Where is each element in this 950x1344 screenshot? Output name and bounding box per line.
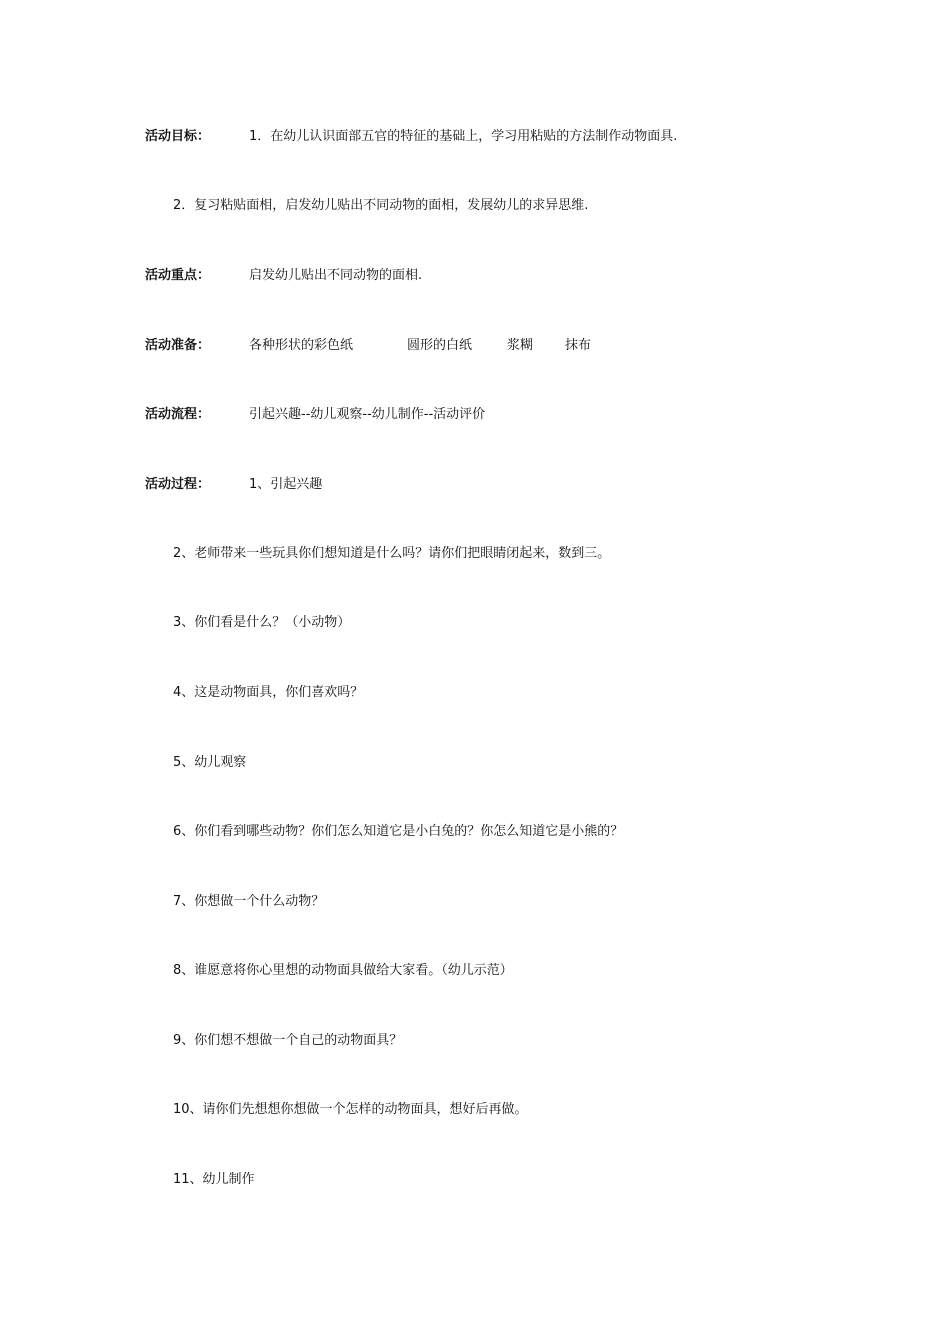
process-step-9: 9、你们想不想做一个自己的动物面具？	[173, 1033, 403, 1048]
goal-label: 活动目标：	[145, 129, 211, 144]
goal-line-2: 2．复习粘贴面相，启发幼儿贴出不同动物的面相，发展幼儿的求异思维.	[173, 198, 589, 213]
process-step-4: 4、这是动物面具，你们喜欢吗？	[173, 685, 364, 700]
process-step-8: 8、谁愿意将你心里想的动物面具做给大家看。（幼儿示范）	[173, 963, 513, 978]
flow-text: 引起兴趣--幼儿观察--幼儿制作--活动评价	[249, 407, 486, 422]
process-step-5: 5、幼儿观察	[173, 755, 247, 770]
focus-label: 活动重点：	[145, 268, 211, 283]
flow-label: 活动流程：	[145, 407, 211, 422]
prep-item-color-paper: 各种形状的彩色纸	[249, 338, 354, 353]
process-label: 活动过程：	[145, 477, 211, 492]
process-step-1: 1、引起兴趣	[249, 477, 323, 492]
process-step-2: 2、老师带来一些玩具你们想知道是什么吗？请你们把眼睛闭起来，数到三。	[173, 546, 611, 561]
process-step-10: 10、请你们先想想你想做一个怎样的动物面具，想好后再做。	[173, 1102, 528, 1117]
process-step-11: 11、幼儿制作	[173, 1172, 255, 1187]
prep-item-cloth: 抹布	[565, 338, 592, 353]
focus-text: 启发幼儿贴出不同动物的面相.	[249, 268, 423, 283]
prep-item-paste: 浆糊	[507, 338, 534, 353]
prep-label: 活动准备：	[145, 338, 211, 353]
goal-line-1: 1．在幼儿认识面部五官的特征的基础上，学习用粘贴的方法制作动物面具.	[249, 129, 678, 144]
process-step-3: 3、你们看是什么？（小动物）	[173, 615, 351, 630]
process-step-6: 6、你们看到哪些动物？你们怎么知道它是小白兔的？你怎么知道它是小熊的？	[173, 824, 624, 839]
process-step-7: 7、你想做一个什么动物？	[173, 894, 325, 909]
prep-item-white-paper: 圆形的白纸	[407, 338, 473, 353]
